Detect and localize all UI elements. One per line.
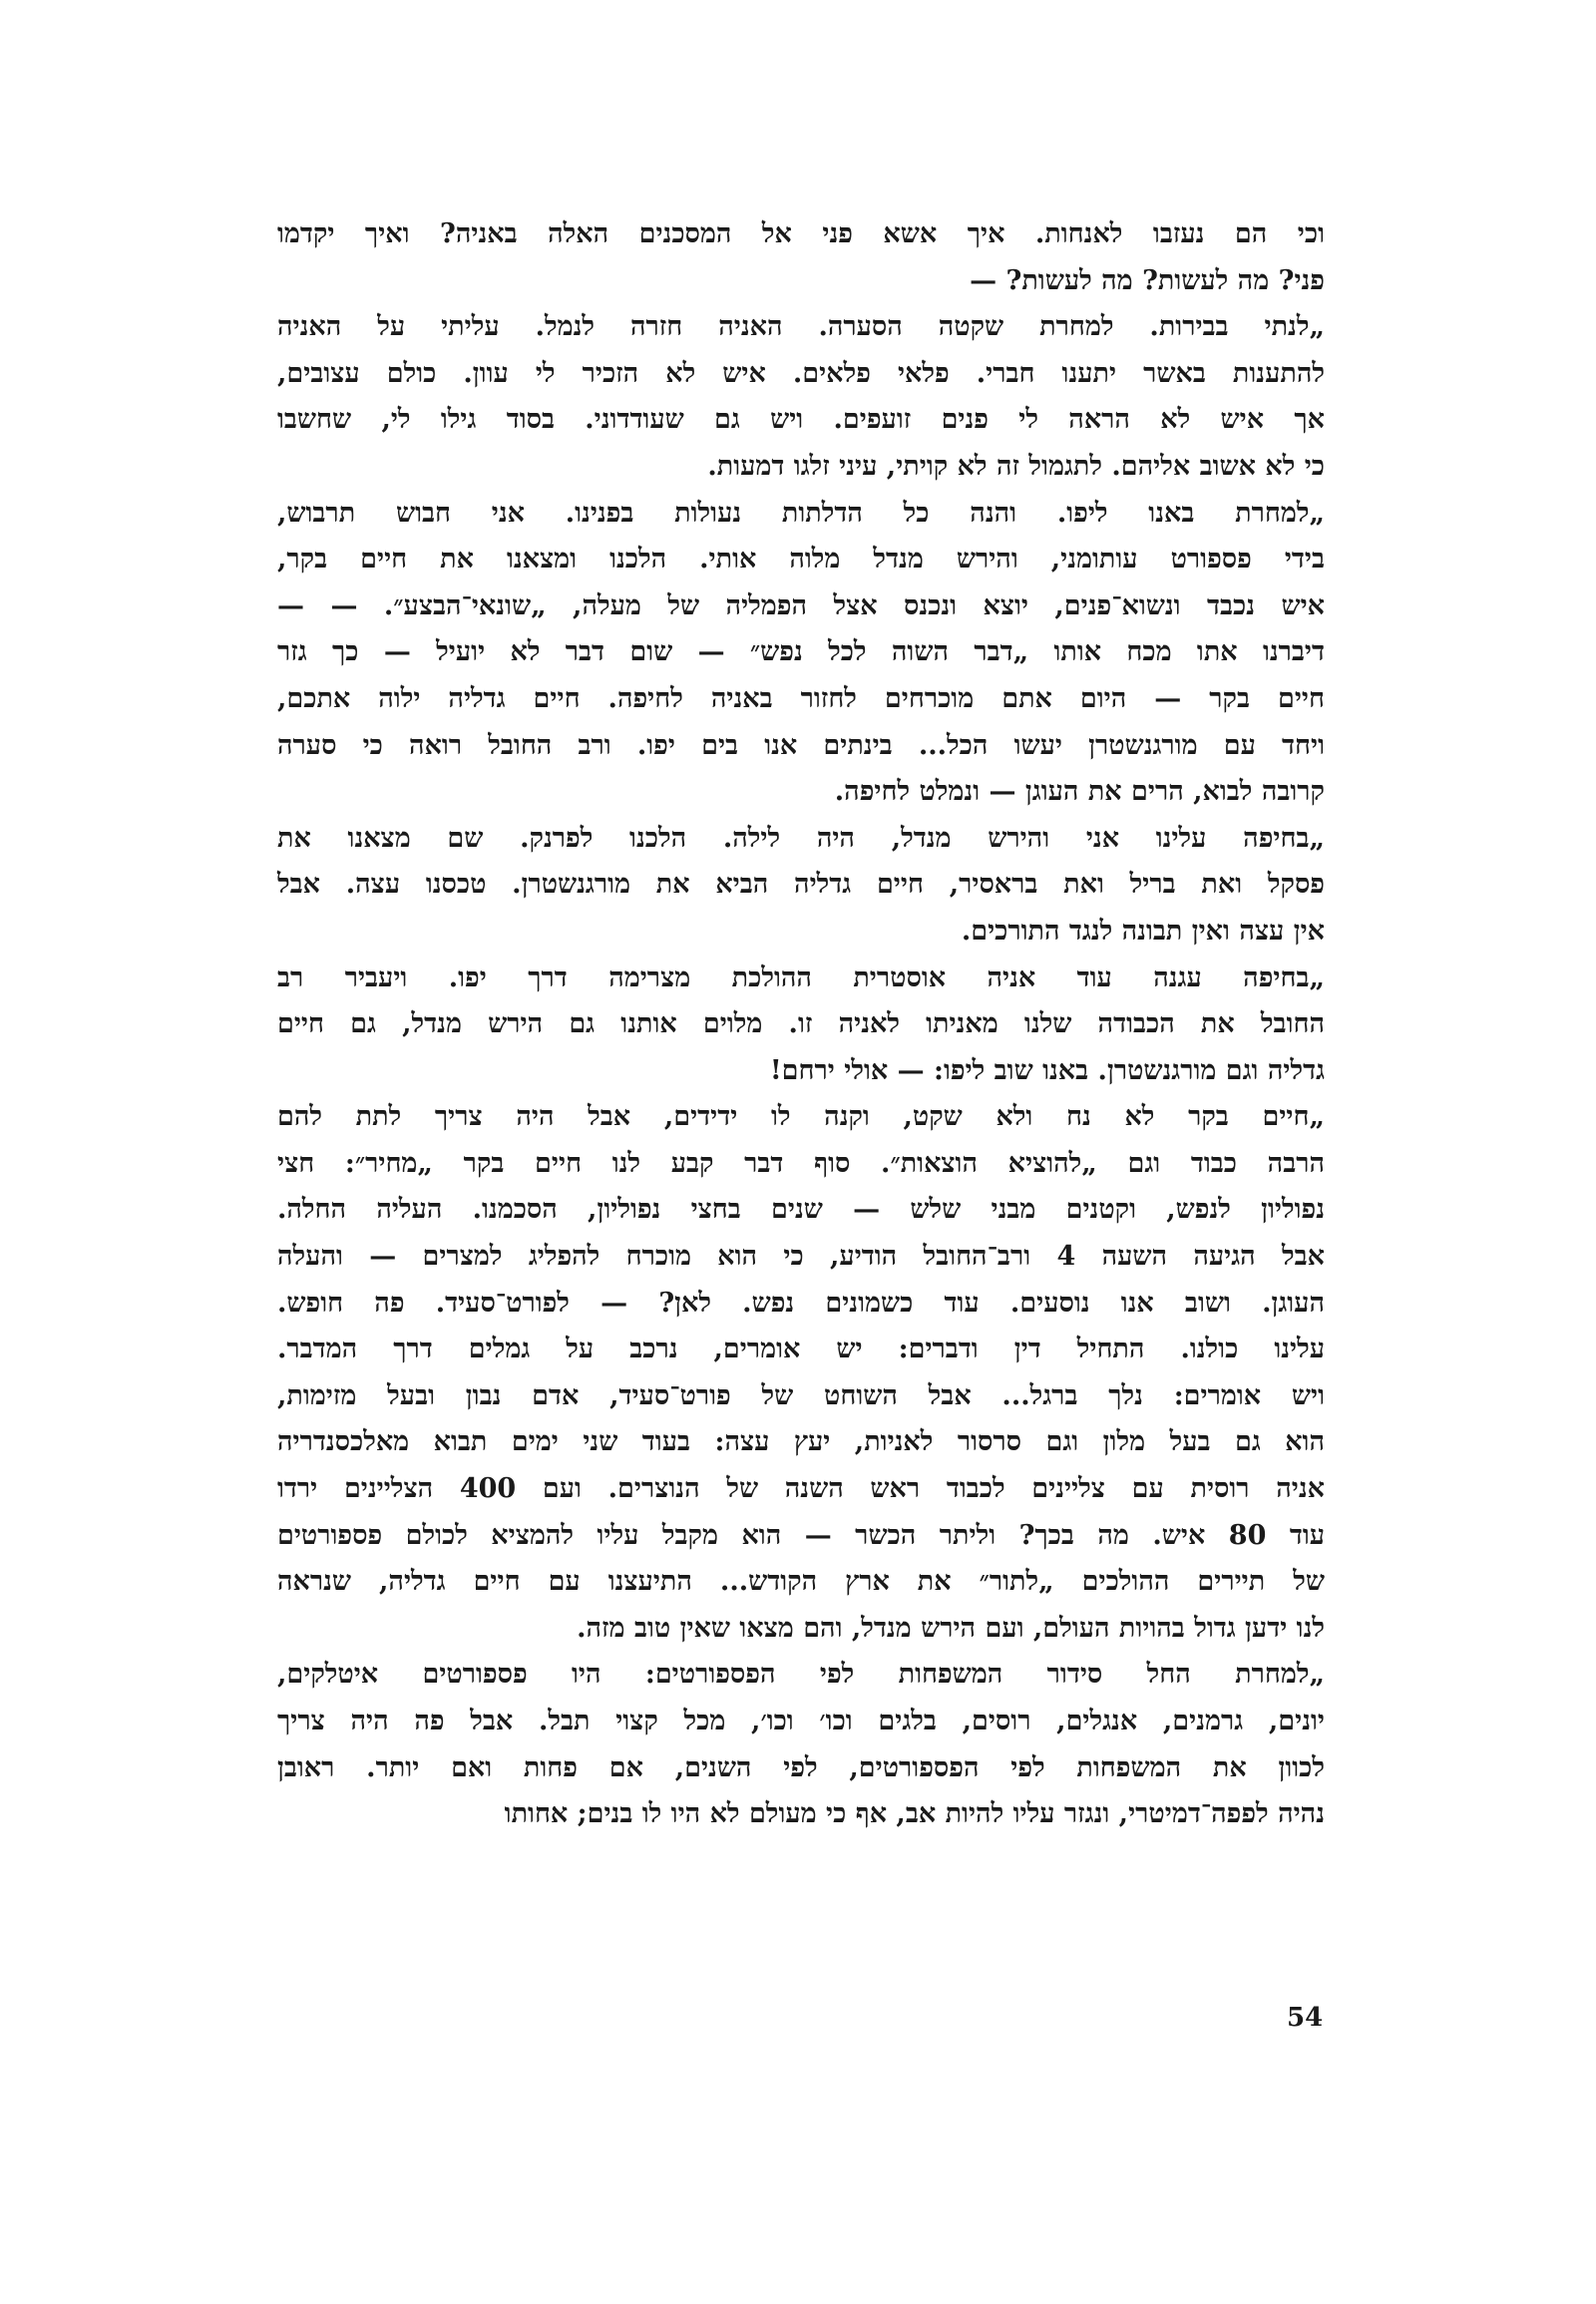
text-line: ויש אומרים: נלך ברגל... אבל השוחט של פורט־סעיד, אדם נבון ובעל מזימות, — [277, 1379, 1325, 1411]
text-line: קרובה לבוא, הרים את העוגן — ונמלט לחיפה. — [834, 776, 1325, 808]
text-line: איש נכבד ונשוא־פנים, יוצא ונכנס אצל הפמליה של מעלה, „שונאי־הבצע״. — — — [277, 589, 1325, 621]
text-line: „בחיפה עגנה עוד אניה אוסטרית ההולכת מצרימה דרך יפו. ויעביר רב — [277, 961, 1325, 993]
text-line: ויחד עם מורגנשטרן יעשו הכל... בינתים אנו בים יפו. ורב החובל רואה כי סערה — [277, 729, 1325, 761]
text-line: כי לא אשוב אליהם. לתגמול זה לא קויתי, עיני זלגו דמעות. — [707, 450, 1325, 482]
paragraph — [277, 211, 1325, 304]
paragraph — [277, 956, 1325, 1095]
text-line: לנו ידען גדול בהויות העולם, ועם הירש מנדל, והם מצאו שאין טוב מזה. — [577, 1612, 1325, 1644]
paragraph — [277, 1094, 1325, 1652]
text-line: נהיה לפפה־דמיטרי, ונגזר עליו להיות אב, אף כי מעולם לא היו לו בנים; אחותו — [504, 1798, 1325, 1830]
paragraph — [277, 816, 1325, 956]
text-line: וכי הם נעזבו לאנחות. איך אשא פני אל המסכנים האלה באניה? ואיך יקדמו — [277, 218, 1325, 249]
paragraph — [277, 491, 1325, 816]
text-line: העוגן. ושוב אנו נוסעים. עוד כשמונים נפש. לאן? — לפורט־סעיד. פה חופש. — [277, 1287, 1325, 1319]
text-line: נפוליון לנפש, וקטנים מבני שלש — שנים בחצי נפוליון, הסכמנו. העליה החלה. — [277, 1194, 1325, 1226]
text-line: אניה רוסית עם צליינים לכבוד ראש השנה של הנוצרים. ועם 400 הצליינים ירדו — [277, 1473, 1325, 1505]
text-line: אבל הגיעה השעה 4 ורב־החובל הודיע, כי הוא מוכרח להפליג למצרים — והעלה — [277, 1241, 1325, 1273]
text-line: החובל את הכבודה שלנו מאניתו לאניה זו. מלוים אותנו גם הירש מנדל, גם חיים — [277, 1008, 1325, 1040]
text-line: בידי פספורט עותומני, והירש מנדל מלוה אותי. הלכנו ומצאנו את חיים בקר, — [277, 544, 1325, 576]
text-line: גדליה וגם מורגנשטרן. באנו שוב ליפו: — אולי ירחם! — [769, 1054, 1325, 1086]
text-line: יונים, גרמנים, אנגלים, רוסים, בלגים וכו׳ וכו׳, מכל קצוי תבל. אבל פה היה צריך — [277, 1706, 1325, 1736]
paragraph — [277, 1652, 1325, 1837]
text-line: לכוון את המשפחות לפי הפספורטים, לפי השנים, אם פחות ואם יותר. ראובן — [277, 1751, 1325, 1783]
body-text — [277, 211, 1325, 1838]
text-line: „לנתי בבירות. למחרת שקטה הסערה. האניה חזרה לנמל. עליתי על האניה — [277, 311, 1325, 343]
text-line: עלינו כולנו. התחיל דין ודברים: יש אומרים, נרכב על גמלים דרך המדבר. — [277, 1334, 1325, 1365]
text-line: של תיירים ההולכים „לתור״ את ארץ הקודש... התיעצנו עם חיים גדליה, שנראה — [277, 1566, 1325, 1598]
text-line: אין עצה ואין תבונה לנגד התורכים. — [961, 915, 1325, 947]
paragraph — [277, 304, 1325, 490]
text-line: דיברנו אתו מכח אותו „דבר השוה לכל נפש״ — שום דבר לא יועיל — כך גזר — [277, 636, 1325, 668]
text-line: אך איש לא הראה לי פנים זועפים. ויש גם שעודדוני. בסוד גילו לי, שחשבו — [277, 404, 1325, 436]
page-number: 54 — [1287, 2003, 1324, 2033]
text-line: „בחיפה עלינו אני והירש מנדל, היה לילה. הלכנו לפרנק. שם מצאנו את — [277, 822, 1325, 854]
text-line: „למחרת באנו ליפו. והנה כל הדלתות נעולות בפנינו. אני חבוש תרבוש, — [277, 497, 1325, 529]
text-line: חיים בקר — היום אתם מוכרחים לחזור באניה לחיפה. חיים גדליה ילוה אתכם, — [277, 682, 1325, 714]
text-line: „למחרת החל סידור המשפחות לפי הפספורטים: היו פספורטים איטלקים, — [277, 1659, 1325, 1691]
text-line: הרבה כבוד וגם „להוציא הוצאות״. סוף דבר קבע לנו חיים בקר „מחיר״: חצי — [277, 1147, 1325, 1179]
text-line: עוד 80 איש. מה בכך? וליתר הכשר — הוא מקבל עליו להמציא לכולם פספורטים — [277, 1519, 1326, 1551]
text-line: „חיים בקר לא נח ולא שקט, וקנה לו ידידים, אבל היה צריך לתת להם — [277, 1101, 1325, 1133]
text-line: פני? מה לעשות? מה לעשות? — — [970, 264, 1325, 296]
text-line: פסקל ואת בריל ואת בראסיר, חיים גדליה הביא את מורגנשטרן. טכסנו עצה. אבל — [277, 869, 1325, 901]
text-line: להתענות באשר יתענו חברי. פלאי פלאים. איש לא הזכיר לי עוון. כולם עצובים, — [277, 357, 1325, 389]
text-line: הוא גם בעל מלון וגם סרסור לאניות, יעץ עצה: בעוד שני ימים תבוא מאלכסנדריה — [277, 1426, 1325, 1458]
